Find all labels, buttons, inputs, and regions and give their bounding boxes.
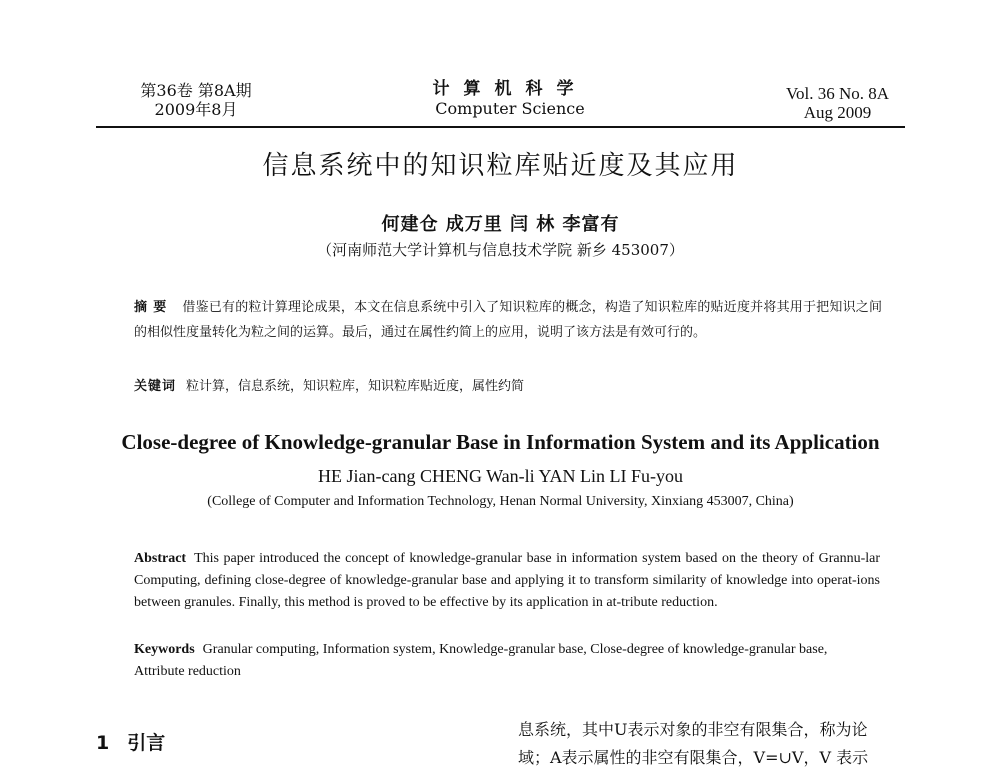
keywords-cn [134, 375, 882, 394]
affiliation-cn: （河南师范大学计算机与信息技术学院 新乡 453007） [317, 241, 684, 259]
keywords-cn-text: 粒计算，信息系统，知识粒库，知识粒库贴近度，属性约简 [186, 379, 525, 394]
keywords-en-text: Granular computing, Information system, Knowledge-granular base, Close-degree of knowledge-granular base, Attribute reduction [134, 642, 828, 679]
keywords-en-label: Keywords [134, 642, 195, 657]
journal-volume-info [106, 81, 286, 119]
section-title: 引言 [127, 732, 166, 754]
affiliation-en: (College of Computer and Information Technology, Henan Normal University, Xinxiang 453007, China) [207, 494, 794, 509]
authors-cn: 何建仓 成万里 闫 林 李富有 [381, 214, 620, 235]
journal-name [420, 80, 600, 118]
body-line: 息系统，其中U表示对象的非空有限集合，称为论 [518, 720, 868, 739]
journal-name-en: Computer Science [435, 99, 585, 118]
journal-name-cn: 计算机科学 [432, 79, 588, 99]
section-heading [96, 728, 165, 755]
journal-volume-en [770, 84, 905, 122]
abstract-en-label: Abstract [134, 551, 187, 566]
abstract-cn [134, 295, 882, 345]
body-line: 域；A表示属性的非空有限集合，V=∪V，V 表示 [518, 748, 869, 767]
abstract-cn-label: 摘要 [134, 300, 173, 315]
abstract-en [134, 548, 880, 614]
header-rule [96, 126, 905, 128]
keywords-cn-label: 关键词 [134, 379, 177, 394]
volume-issue: 第36卷 第8A期 [140, 81, 252, 100]
abstract-cn-text: 借鉴已有的粒计算理论成果，本文在信息系统中引入了知识粒库的概念，构造了知识粒库的贴近度并将其用于把知识之间的相似性度量转化为粒之间的运算。最后，通过在属性约简上的应用，说明了该方法是有效可行的。 [134, 300, 882, 340]
body-text-right-column [518, 716, 913, 772]
volume-issue-en: Vol. 36 No. 8A [785, 84, 890, 103]
section-number: 1 [96, 732, 110, 754]
authors-en: HE Jian-cang CHENG Wan-li YAN Lin LI Fu-you [318, 466, 683, 486]
paper-title-cn: 信息系统中的知识粒库贴近度及其应用 [262, 151, 739, 181]
paper-title-en: Close-degree of Knowledge-granular Base in Information System and its Application [121, 430, 880, 454]
keywords-en [134, 639, 880, 683]
abstract-en-text: This paper introduced the concept of knowledge-granular base in information system based on the theory of Grannu-lar Computing, defining close-degree of knowledge-granular base and applying it to transform similarity of knowledge into operat-ions between granules. Finally, this method is proved to be effective by its application in at-tribute reduction. [134, 551, 880, 610]
publication-date-en: Aug 2009 [803, 103, 872, 122]
publication-date-cn: 2009年8月 [154, 100, 238, 119]
